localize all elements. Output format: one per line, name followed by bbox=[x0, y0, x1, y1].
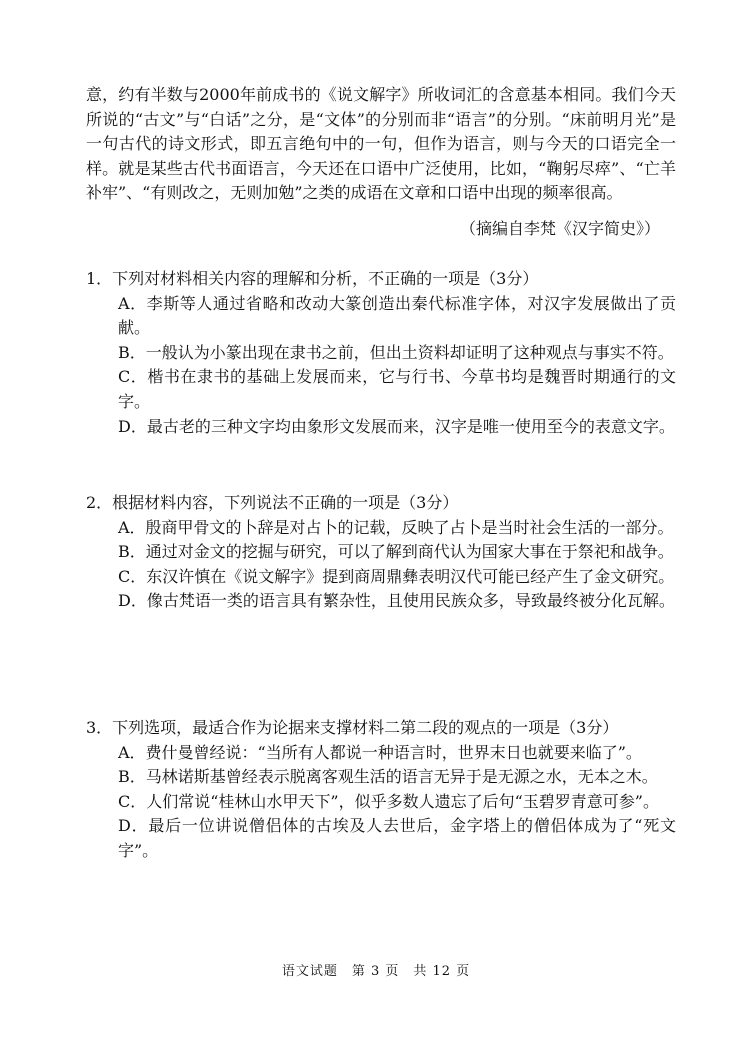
question-1 bbox=[86, 267, 676, 439]
question-stem: 3．下列选项，最适合作为论据来支撑材料二第二段的观点的一项是（3分） bbox=[86, 718, 619, 737]
question-3 bbox=[86, 716, 676, 864]
question-2 bbox=[86, 491, 676, 614]
option-b: B．一般认为小篆出现在隶书之前，但出土资料却证明了这种观点与事实不符。 bbox=[118, 342, 674, 362]
question-stem: 2．根据材料内容，下列说法不正确的一项是（3分） bbox=[86, 493, 459, 512]
page-footer: 语文试题 第 3 页 共 12 页 bbox=[281, 964, 471, 979]
reading-passage bbox=[86, 83, 676, 206]
passage-source: （摘编自李梵《汉字简史》） bbox=[459, 219, 660, 238]
option-c: C．人们常说“桂林山水甲天下”，似乎多数人遗忘了后句“玉碧罗青意可参”。 bbox=[118, 791, 659, 811]
option-d: D．像古梵语一类的语言具有繁杂性，且使用民族众多，导致最终被分化瓦解。 bbox=[118, 591, 675, 611]
option-a: A．费什曼曾经说：“当所有人都说一种语言时，世界末日也就要来临了”。 bbox=[118, 742, 642, 762]
option-c: C．东汉许慎在《说文解字》提到商周鼎彝表明汉代可能已经产生了金文研究。 bbox=[118, 566, 675, 586]
option-a: A．李斯等人通过省略和改动大篆创造出秦代标准字体，对汉字发展做出了贡献。 bbox=[118, 293, 676, 338]
option-a: A．殷商甲骨文的卜辞是对占卜的记载，反映了占卜是当时社会生活的一部分。 bbox=[118, 517, 674, 537]
passage-paragraph: 意，约有半数与2000年前成书的《说文解字》所收词汇的含意基本相同。我们今天所说的“古文”与“白话”之分，是“文体”的分别而非“语言”的分别。“床前明月光”是一句古代的诗文形式，即五言绝句中的一句，但作为语言，则与今天的口语完全一样。就是某些古代书面语言，今天还在口语中广泛使用，比如，“鞠躬尽瘁”、“亡羊补牢”、“有则改之，无则加勉”之类的成语在文章和口语中出现的频率很高。 bbox=[86, 85, 676, 203]
option-d: D．最古老的三种文字均由象形文发展而来，汉字是唯一使用至今的表意文字。 bbox=[118, 416, 675, 436]
option-b: B．马林诺斯基曾经表示脱离客观生活的语言无异于是无源之水，无本之木。 bbox=[118, 767, 658, 787]
option-c: C．楷书在隶书的基础上发展而来，它与行书、今草书均是魏晋时期通行的文字。 bbox=[118, 367, 676, 411]
question-stem: 1．下列对材料相关内容的理解和分析，不正确的一项是（3分） bbox=[86, 269, 539, 288]
option-b: B．通过对金文的挖掘与研究，可以了解到商代认为国家大事在于祭祀和战争。 bbox=[118, 542, 674, 562]
option-d: D．最后一位讲说僧侣体的古埃及人去世后，金字塔上的僧侣体成为了“死文字”。 bbox=[118, 816, 676, 860]
